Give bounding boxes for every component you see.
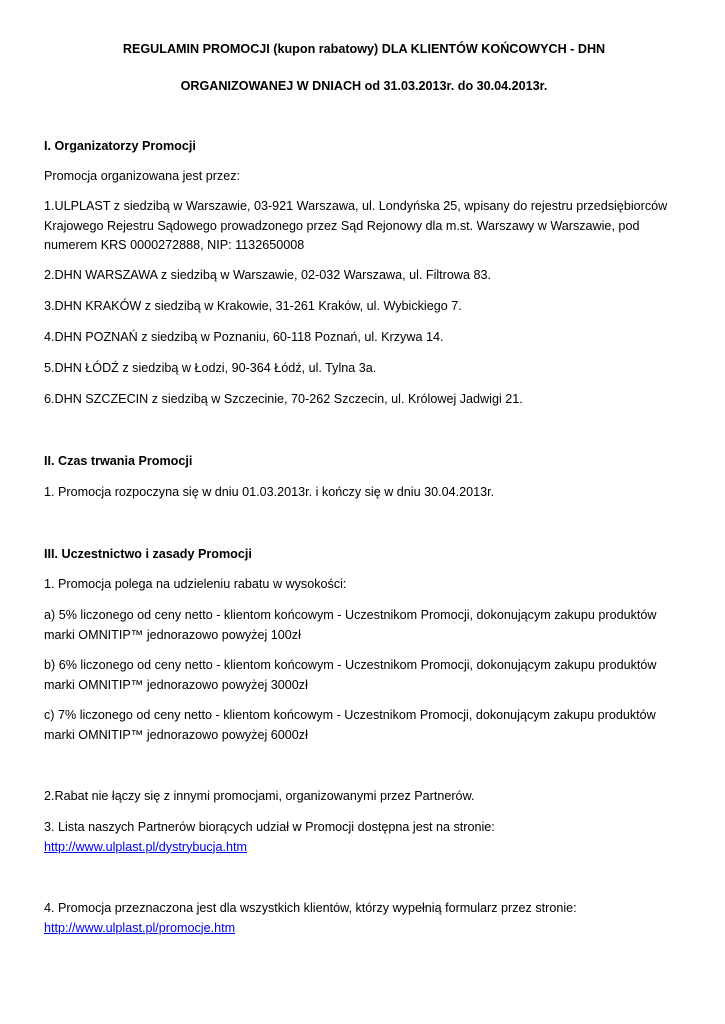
rules-item-3 — [44, 818, 684, 857]
rules-item-4 — [44, 899, 684, 938]
section-3-heading: III. Uczestnictwo i zasady Promocji — [44, 547, 252, 561]
organizer-item-1: 1.ULPLAST z siedzibą w Warszawie, 03-921 Warszawa, ul. Londyńska 25, wpisany do rejestru przedsiębiorców Krajowego Rejestru Sądowego prowadzonego przez Sąd Rejonowy dla m.st. Warszawy w Warszawie, pod numerem KRS 0000272888, NIP: 1132650008 — [44, 199, 668, 252]
rules-item-4-text: 4. Promocja przeznaczona jest dla wszystkich klientów, którzy wypełnią formularz przez stronie: — [44, 901, 577, 915]
document-title-line-1: REGULAMIN PROMOCJI (kupon rabatowy) DLA KLIENTÓW KOŃCOWYCH - DHN — [122, 42, 606, 56]
rules-item-3-text: 3. Lista naszych Partnerów biorących udział w Promocji dostępna jest na stronie: — [44, 820, 495, 834]
promotion-form-link[interactable]: http://www.ulplast.pl/promocje.htm — [44, 920, 236, 935]
discount-tier-b: b) 6% liczonego od ceny netto - klientom końcowym - Uczestnikom Promocji, dokonującym zakupu produktów marki OMNITIP™ jednorazowo powyżej 3000zł — [44, 658, 657, 692]
organizer-item-4: 4.DHN POZNAŃ z siedzibą w Poznaniu, 60-118 Poznań, ul. Krzywa 14. — [44, 330, 444, 344]
organizer-item-5: 5.DHN ŁÓDŹ z siedzibą w Łodzi, 90-364 Łódź, ul. Tylna 3a. — [44, 361, 377, 375]
organizer-item-2: 2.DHN WARSZAWA z siedzibą w Warszawie, 02-032 Warszawa, ul. Filtrowa 83. — [44, 268, 491, 282]
discount-tier-c: c) 7% liczonego od ceny netto - klientom końcowym - Uczestnikom Promocji, dokonującym zakupu produktów marki OMNITIP™ jednorazowo powyżej 6000zł — [44, 708, 656, 742]
discount-tier-a: a) 5% liczonego od ceny netto - klientom końcowym - Uczestnikom Promocji, dokonującym zakupu produktów marki OMNITIP™ jednorazowo powyżej 100zł — [44, 608, 657, 642]
section-1-heading: I. Organizatorzy Promocji — [44, 139, 196, 153]
document-title-line-2: ORGANIZOWANEJ W DNIACH od 31.03.2013r. do 30.04.2013r. — [180, 79, 548, 93]
duration-item-1: 1. Promocja rozpoczyna się w dniu 01.03.2013r. i kończy się w dniu 30.04.2013r. — [44, 485, 495, 499]
organizer-item-6: 6.DHN SZCZECIN z siedzibą w Szczecinie, 70-262 Szczecin, ul. Królowej Jadwigi 21. — [44, 392, 523, 406]
section-1-intro: Promocja organizowana jest przez: — [44, 169, 240, 183]
rules-item-1: 1. Promocja polega na udzieleniu rabatu w wysokości: — [44, 577, 347, 591]
section-2-heading: II. Czas trwania Promocji — [44, 454, 193, 468]
partners-list-link[interactable]: http://www.ulplast.pl/dystrybucja.htm — [44, 839, 247, 854]
organizer-item-3: 3.DHN KRAKÓW z siedzibą w Krakowie, 31-261 Kraków, ul. Wybickiego 7. — [44, 299, 462, 313]
rules-item-2: 2.Rabat nie łączy się z innymi promocjami, organizowanymi przez Partnerów. — [44, 789, 475, 803]
